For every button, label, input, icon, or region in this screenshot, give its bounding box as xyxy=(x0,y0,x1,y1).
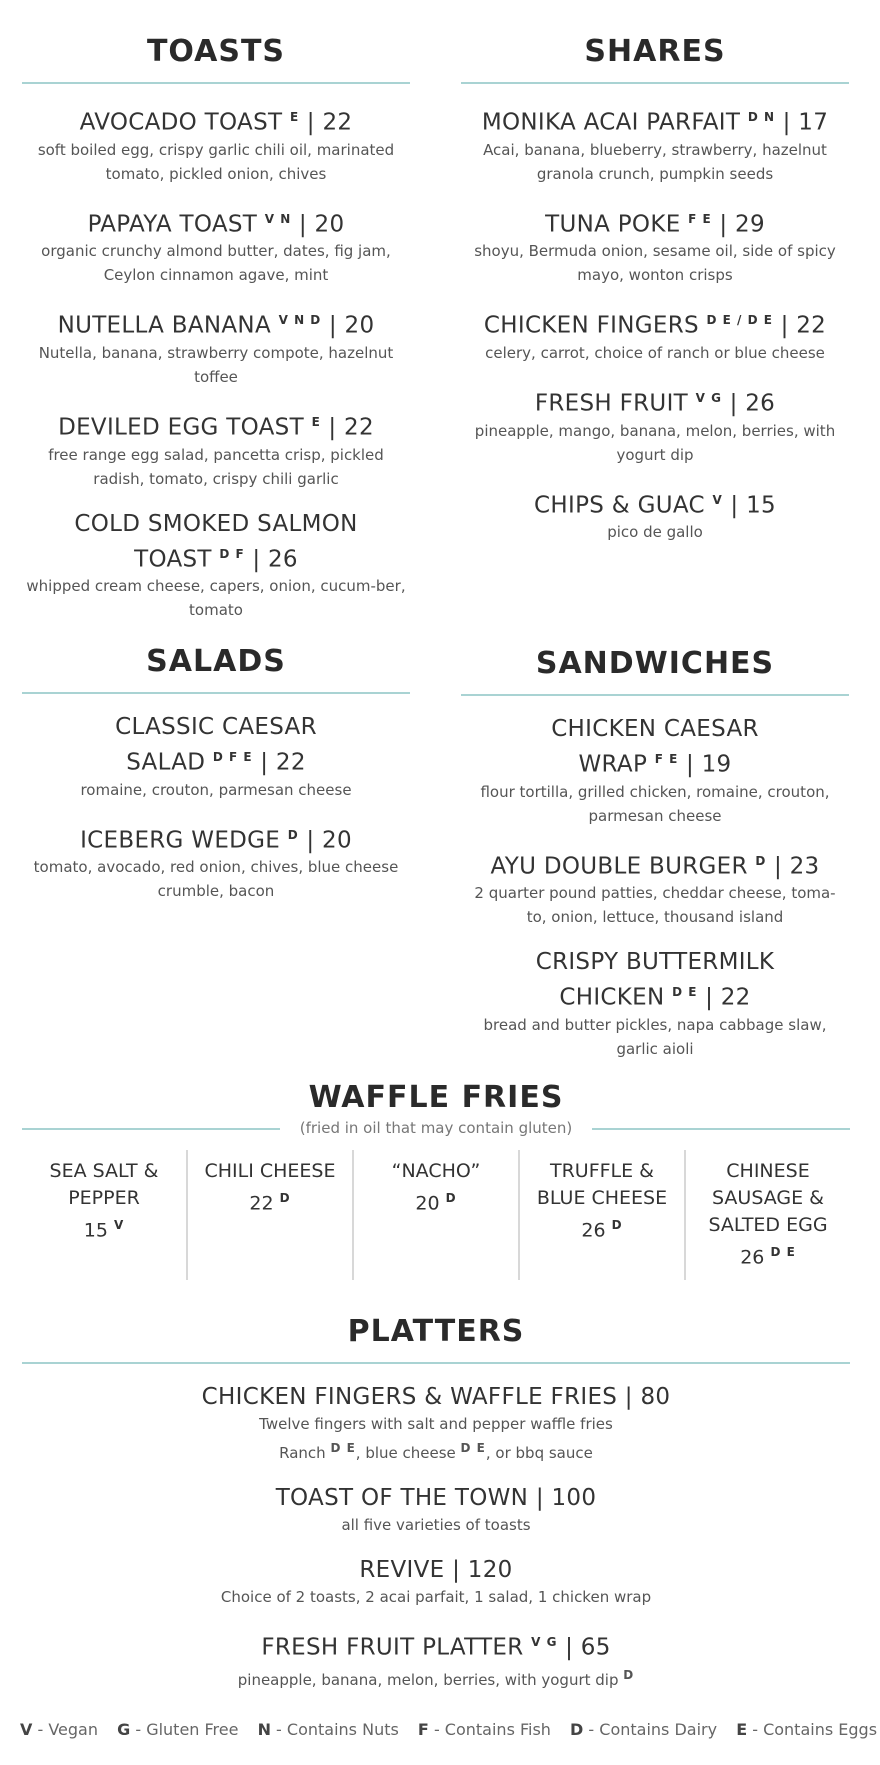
item-description: celery, carrot, choice of ranch or blue cheese xyxy=(485,343,825,362)
item-name-line xyxy=(22,712,410,778)
item-price: | 26 xyxy=(252,546,298,573)
fries-price: 15 xyxy=(83,1219,108,1242)
diet-tag: E xyxy=(289,110,300,124)
fries-name: “NACHO” xyxy=(391,1160,481,1182)
item-name: COLD SMOKED SALMON TOAST xyxy=(74,510,358,573)
diet-tag: D xyxy=(611,1218,623,1232)
item-name-line xyxy=(22,1382,850,1412)
section-divider xyxy=(22,82,410,84)
fries-name: CHINESE SAUSAGE & SALTED EGG xyxy=(708,1160,828,1236)
item-name: NUTELLA BANANA xyxy=(57,312,271,339)
fries-item-chili-cheese xyxy=(186,1150,352,1280)
item-name-line xyxy=(22,1555,850,1585)
item-description: pico de gallo xyxy=(607,523,703,542)
item-name-line xyxy=(22,1627,850,1663)
item-price: | 120 xyxy=(452,1557,513,1583)
diet-tag: D N xyxy=(747,110,776,124)
platter-revive xyxy=(22,1555,850,1609)
item-name-line xyxy=(22,407,410,443)
item-name: CHICKEN CAESAR WRAP xyxy=(551,716,759,778)
diet-tag: D E xyxy=(330,1441,356,1455)
item-description: all five varieties of toasts xyxy=(341,1516,531,1534)
fries-price: 26 xyxy=(740,1246,765,1269)
section-title-salads: SALADS xyxy=(146,644,286,679)
legend-key: F xyxy=(417,1720,429,1739)
menu-item-ayu-double-burger xyxy=(461,846,849,930)
item-price: | 20 xyxy=(306,827,352,854)
item-description: shoyu, Bermuda onion, sesame oil, side of spicy mayo, wonton crisps xyxy=(474,242,836,285)
item-name-line xyxy=(22,820,410,856)
section-title-shares: SHARES xyxy=(584,34,726,69)
sandwiches-section xyxy=(461,646,849,1079)
section-divider xyxy=(22,692,410,694)
item-name: FRESH FRUIT xyxy=(534,390,689,417)
item-name-line xyxy=(461,102,849,138)
fries-price-line xyxy=(520,1212,684,1244)
menu-item-deviled-egg-toast xyxy=(22,407,410,491)
item-description: Twelve fingers with salt and pepper waffle fries xyxy=(259,1415,613,1433)
fries-price-line xyxy=(22,1212,186,1244)
item-description: tomato, avocado, red onion, chives, blue cheese crumble, bacon xyxy=(33,858,399,901)
toasts-section xyxy=(22,34,410,640)
fries-price: 26 xyxy=(581,1219,606,1242)
menu-item-iceberg-wedge xyxy=(22,820,410,904)
item-price: | 20 xyxy=(328,312,375,339)
legend-vegan xyxy=(20,1720,98,1739)
legend-label: - Vegan xyxy=(37,1720,98,1739)
diet-tag: V xyxy=(712,492,723,507)
item-name-line xyxy=(461,947,849,1013)
item-description: Choice of 2 toasts, 2 acai parfait, 1 salad, 1 chicken wrap xyxy=(220,1588,652,1606)
legend-label: - Contains Fish xyxy=(433,1720,551,1739)
diet-tag: F E xyxy=(688,211,712,226)
section-title-platters: PLATTERS xyxy=(347,1314,525,1349)
item-name: AVOCADO TOAST xyxy=(79,109,283,136)
item-name-line xyxy=(22,204,410,240)
diet-tag: F E xyxy=(654,752,679,766)
fries-price-line xyxy=(188,1185,352,1217)
legend-key: G xyxy=(117,1720,131,1739)
diet-tag: V G xyxy=(531,1635,558,1649)
legend-nuts xyxy=(258,1720,399,1739)
section-title-waffle-fries: WAFFLE FRIES xyxy=(308,1080,564,1115)
legend-dairy xyxy=(570,1720,717,1739)
diet-tag: D E xyxy=(460,1441,486,1455)
legend-key: D xyxy=(570,1720,584,1739)
fries-price-line xyxy=(354,1185,518,1217)
legend-label: - Contains Dairy xyxy=(588,1720,718,1739)
salads-section xyxy=(22,644,410,921)
diet-tag: D F E xyxy=(212,750,253,764)
diet-tag: E xyxy=(311,414,321,429)
item-name: MONIKA ACAI PARFAIT xyxy=(481,109,741,136)
item-name: TUNA POKE xyxy=(545,211,681,238)
item-price: | 26 xyxy=(729,390,776,417)
fries-item-sea-salt xyxy=(22,1150,186,1280)
fries-subtitle: (fried in oil that may contain gluten) xyxy=(290,1118,583,1138)
platters-section xyxy=(22,1314,850,1710)
menu-item-nutella-banana xyxy=(22,305,410,389)
menu-item-avocado-toast xyxy=(22,102,410,186)
diet-tag: D xyxy=(623,1667,635,1682)
legend-key: N xyxy=(257,1720,271,1739)
diet-tag: D xyxy=(287,827,299,842)
fries-grid xyxy=(22,1150,850,1280)
item-name: ICEBERG WEDGE xyxy=(80,827,281,854)
description-text: pineapple, banana, melon, berries, with yogurt dip xyxy=(237,1670,619,1689)
legend-fish xyxy=(418,1720,551,1739)
diet-tag: D E / D E xyxy=(706,313,773,328)
legend-label: - Gluten Free xyxy=(135,1720,239,1739)
sauce-blue-cheese: , blue cheese xyxy=(355,1444,456,1462)
platter-toast-of-the-town xyxy=(22,1483,850,1537)
diet-tag: D E xyxy=(770,1245,796,1259)
item-name-line xyxy=(22,102,410,138)
item-name: AYU DOUBLE BURGER xyxy=(490,853,748,880)
fries-price: 22 xyxy=(249,1192,274,1215)
item-price: | 19 xyxy=(685,751,732,778)
legend-label: - Contains Nuts xyxy=(276,1720,399,1739)
menu-item-cold-smoked-salmon-toast xyxy=(22,509,410,623)
item-name-line xyxy=(461,383,849,419)
item-description: organic crunchy almond butter, dates, fig jam, Ceylon cinnamon agave, mint xyxy=(41,242,391,285)
fries-price: 20 xyxy=(415,1192,440,1215)
item-name: FRESH FRUIT PLATTER xyxy=(261,1634,524,1661)
item-price: | 22 xyxy=(260,749,306,776)
sauce-ranch: Ranch xyxy=(279,1444,326,1462)
section-divider xyxy=(461,694,849,696)
sauce-bbq: , or bbq sauce xyxy=(485,1444,593,1462)
diet-tag: D F xyxy=(219,546,245,561)
item-name: CLASSIC CAESAR SALAD xyxy=(115,714,317,776)
item-price: | 22 xyxy=(780,312,827,339)
section-divider xyxy=(22,1128,280,1130)
item-name: DEVILED EGG TOAST xyxy=(58,414,304,441)
item-name: PAPAYA TOAST xyxy=(87,211,258,238)
item-name: CRISPY BUTTERMILK CHICKEN xyxy=(535,949,775,1011)
shares-section xyxy=(461,34,849,562)
legend-key: V xyxy=(20,1720,33,1739)
item-description: pineapple, mango, banana, melon, berries, with yogurt dip xyxy=(474,421,836,464)
item-name-line xyxy=(22,1483,850,1513)
item-name-line xyxy=(22,305,410,341)
item-price: | 100 xyxy=(535,1485,597,1511)
item-price: | 65 xyxy=(565,1634,611,1661)
item-description: bread and butter pickles, napa cabbage slaw, garlic aioli xyxy=(483,1015,827,1058)
item-price: | 22 xyxy=(328,414,374,441)
item-price: | 15 xyxy=(730,492,776,519)
item-price: | 29 xyxy=(719,211,765,238)
item-name-line xyxy=(461,485,849,521)
diet-tag: D xyxy=(755,853,767,868)
item-name: TOAST OF THE TOWN xyxy=(275,1485,529,1511)
diet-tag: D xyxy=(279,1191,291,1205)
item-description: 2 quarter pound patties, cheddar cheese, toma-to, onion, lettuce, thousand island xyxy=(474,884,836,927)
item-description: whipped cream cheese, capers, onion, cucum-ber, tomato xyxy=(26,577,406,620)
fries-name: CHILI CHEESE xyxy=(204,1160,336,1182)
item-price: | 22 xyxy=(705,984,751,1011)
menu-item-acai-parfait xyxy=(461,102,849,186)
item-description: soft boiled egg, crispy garlic chili oil, marinated tomato, pickled onion, chives xyxy=(37,140,395,183)
fries-subtitle-row xyxy=(22,1118,850,1138)
item-description: free range egg salad, pancetta crisp, pickled radish, tomato, crispy chili garlic xyxy=(48,445,384,488)
item-price: | 20 xyxy=(298,211,345,238)
diet-tag: V N xyxy=(264,211,292,226)
section-divider xyxy=(22,1362,850,1364)
item-description: Nutella, banana, strawberry compote, hazelnut toffee xyxy=(38,343,394,386)
item-name: CHIPS & GUAC xyxy=(534,492,705,519)
item-name-line xyxy=(461,714,849,780)
fries-item-chinese-sausage xyxy=(684,1150,850,1280)
menu-item-crispy-buttermilk-chicken xyxy=(461,947,849,1061)
menu-item-chicken-fingers xyxy=(461,305,849,365)
fries-item-nacho xyxy=(352,1150,518,1280)
legend-label: - Contains Eggs xyxy=(752,1720,878,1739)
diet-legend xyxy=(20,1720,878,1739)
legend-key: E xyxy=(736,1720,748,1739)
item-description: flour tortilla, grilled chicken, romaine, crouton, parmesan cheese xyxy=(480,782,830,825)
item-description: romaine, crouton, parmesan cheese xyxy=(80,780,352,799)
section-divider xyxy=(461,82,849,84)
item-price: | 80 xyxy=(624,1384,671,1410)
item-name-line xyxy=(461,305,849,341)
item-description-sauces xyxy=(22,1436,850,1465)
menu-item-tuna-poke xyxy=(461,204,849,288)
item-price: | 22 xyxy=(306,109,353,136)
diet-tag: V xyxy=(113,1218,125,1232)
diet-tag: V N D xyxy=(278,313,322,328)
platter-chicken-fingers-waffle-fries xyxy=(22,1382,850,1465)
menu-item-chips-guac xyxy=(461,485,849,545)
item-description xyxy=(22,1663,850,1692)
menu-item-fresh-fruit xyxy=(461,383,849,467)
item-description: Acai, banana, blueberry, strawberry, hazelnut granola crunch, pumpkin seeds xyxy=(483,140,827,183)
menu-item-papaya-toast xyxy=(22,204,410,288)
platter-fresh-fruit xyxy=(22,1627,850,1692)
waffle-fries-section xyxy=(22,1080,850,1138)
legend-gluten-free xyxy=(117,1720,238,1739)
fries-name: TRUFFLE & BLUE CHEESE xyxy=(536,1160,668,1209)
diet-tag: D xyxy=(445,1191,457,1205)
item-price: | 17 xyxy=(782,109,829,136)
legend-eggs xyxy=(736,1720,877,1739)
item-price: | 23 xyxy=(773,853,820,880)
diet-tag: V G xyxy=(695,390,722,405)
diet-tag: D E xyxy=(672,985,698,1000)
section-title-toasts: TOASTS xyxy=(146,34,286,69)
item-name-line xyxy=(461,846,849,882)
section-divider xyxy=(592,1128,850,1130)
fries-name: SEA SALT & PEPPER xyxy=(49,1160,159,1209)
menu-item-chicken-caesar-wrap xyxy=(461,714,849,828)
fries-price-line xyxy=(686,1239,850,1271)
item-name: CHICKEN FINGERS xyxy=(483,312,699,339)
item-name-line xyxy=(22,509,410,575)
section-title-sandwiches: SANDWICHES xyxy=(535,646,775,681)
item-name: CHICKEN FINGERS & WAFFLE FRIES xyxy=(201,1384,618,1410)
item-name-line xyxy=(461,204,849,240)
menu-item-classic-caesar xyxy=(22,712,410,802)
item-name: REVIVE xyxy=(359,1557,445,1583)
fries-item-truffle-blue-cheese xyxy=(518,1150,684,1280)
